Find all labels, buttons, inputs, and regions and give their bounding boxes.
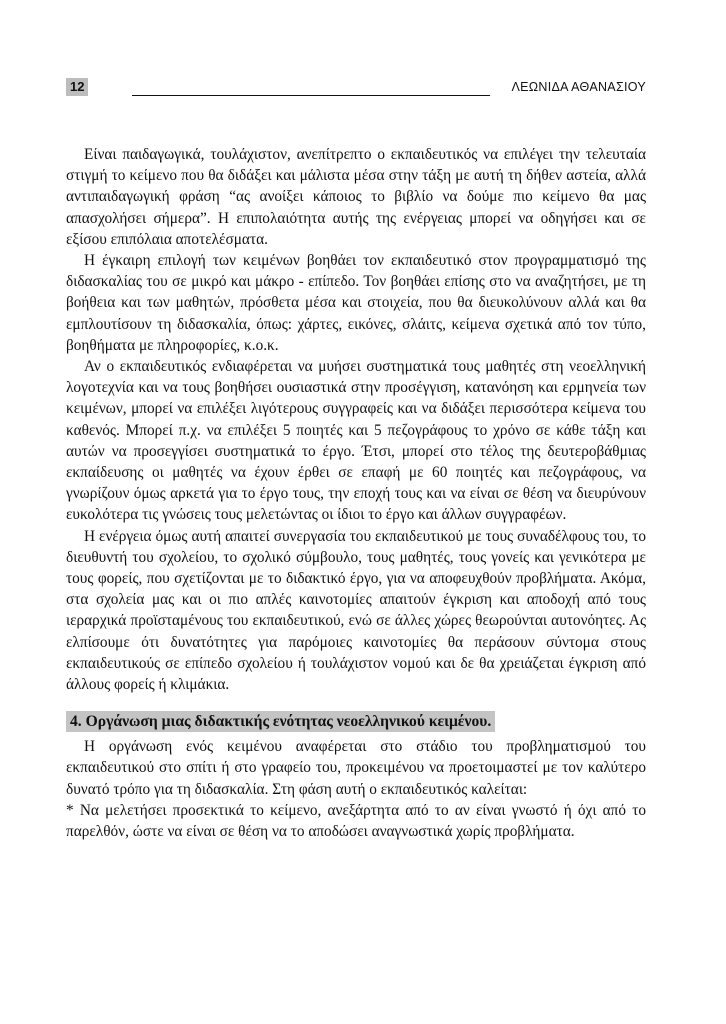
running-head: ΛΕΩΝΙΔΑ ΑΘΑΝΑΣΙΟΥ — [511, 80, 646, 94]
paragraph: Είναι παιδαγωγικά, τουλάχιστον, ανεπίτρεπτο ο εκπαιδευτικός να επιλέγει την τελευταία στιγμή το κείμενο που θα διδάξει και μάλιστα μέσα στην τάξη με αυτή τη δήθεν αστεία, αλλά αντιπαιδαγωγική φράση “ας ανοίξει κάποιος το βιβλίο να δούμε πιο κείμενο θα μας απασχολήσει σήμερα”. Η επιπολαιότητα αυτής της ενέργειας μπορεί να οδηγήσει και σε εξίσου επιπόλαια αποτελέσματα. — [66, 146, 646, 248]
paragraph: Αν ο εκπαιδευτικός ενδιαφέρεται να μυήσει συστηματικά τους μαθητές στη νεοελληνική λογοτεχνία και να τους βοηθήσει ουσιαστικά στην προσέγγιση, κατανόηση και ερμηνεία των κειμένων, μπορεί να επιλέξει λιγότερους συγγραφείς και να διδάξει περισσότερα κείμενα του καθενός. Μπορεί π.χ. να επιλέξει 5 ποιητές και 5 πεζογράφους το χρόνο σε κάθε τάξη και αυτών να προσεγγίσει συστηματικά το έργο. Έτσι, μπορεί στο τέλος της δευτεροβάθμιας εκπαίδευσης οι μαθητές να έχουν έρθει σε επαφή με 60 ποιητές και πεζογράφους, να γνωρίζουν όμως αρκετά για το έργο τους, την εποχή τους και να είναι σε θέση να διευρύνουν ευκολότερα τις γνώσεις τους μελετώντας οι ίδιοι το έργο και άλλων συγγραφέων. — [66, 358, 646, 524]
header-rule — [132, 95, 490, 96]
bullet-item: * Να μελετήσει προσεκτικά το κείμενο, ανεξάρτητα από το αν είναι γνωστό ή όχι από το παρελθόν, ώστε να είναι σε θέση να το αποδώσει αναγνωστικά χωρίς προβλήματα. — [66, 801, 646, 841]
page-header — [66, 78, 646, 98]
paragraph: Η ενέργεια όμως αυτή απαιτεί συνεργασία του εκπαιδευτικού με τους συναδέλφους του, το διευθυντή του σχολείου, το σχολικό σύμβουλο, τους μαθητές, τους γονείς και γενικότερα με τους φορείς, που σχετίζονται με το διδακτικό έργο, για να αποφευχθούν προβλήματα. Ακόμα, στα σχολεία μας και οι πιο απλές καινοτομίες απαιτούν έγκριση και αποδοχή από τους ιεραρχικά προϊσταμένους του εκπαιδευτικού, ενώ σε άλλες χώρες θεωρούνται αυτονόητες. Ας ελπίσουμε ότι δυνατότητες για παρόμοιες καινοτομίες θα περάσουν σύντομα στους εκπαιδευτικούς σε επίπεδο σχολείου ή τουλάχιστον νομού και δε θα χρειάζεται έγκριση από άλλους φορείς ή κλιμάκια. — [66, 527, 646, 694]
page-number: 12 — [66, 78, 88, 96]
page-body — [66, 144, 646, 842]
paragraph: Η έγκαιρη επιλογή των κειμένων βοηθάει τον εκπαιδευτικό στον προγραμματισμό της διδασκαλίας του σε μικρό και μάκρο - επίπεδο. Τον βοηθάει επίσης στο να αναζητήσει, με τη βοήθεια και των μαθητών, πρόσθετα μέσα και στοιχεία, που θα διευκολύνουν αλλά και θα εμπλουτίσουν τη διδασκαλία, όπως: χάρτες, εικόνες, σλάιτς, κείμενα σχετικά από τον τύπο, βοηθήματα με πληροφορίες, κ.ο.κ. — [66, 252, 646, 354]
section-intro: Η οργάνωση ενός κειμένου αναφέρεται στο στάδιο του προβληματισμού του εκπαιδευτικού στο σπίτι ή στο γραφείο του, προκειμένου να προετοιμαστεί με τον καλύτερο δυνατό τρόπο για τη διδασκαλία. Στη φάση αυτή ο εκπαιδευτικός καλείται: — [66, 738, 646, 798]
section-heading: 4. Οργάνωση μιας διδακτικής ενότητας νεοελληνικού κειμένου. — [66, 711, 495, 732]
